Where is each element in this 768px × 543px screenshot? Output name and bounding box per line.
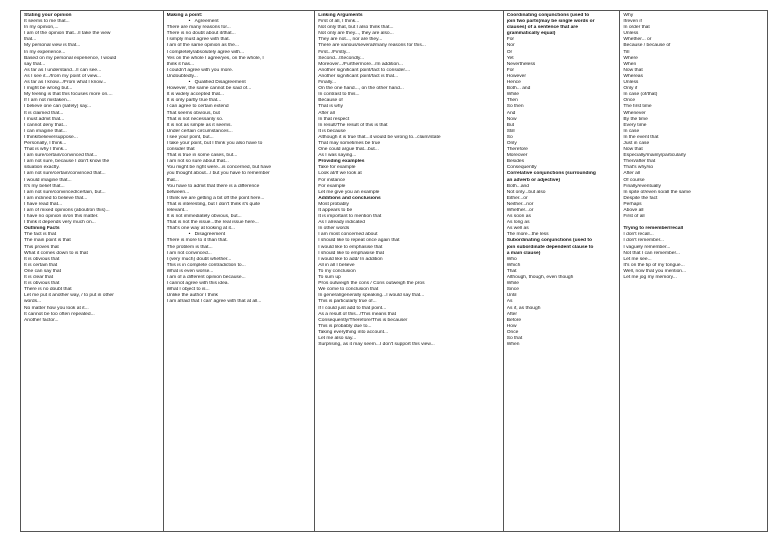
phrase-line: Consequently/Therefore/This is because/ [318,317,408,323]
phrase-line: Why [623,13,634,18]
phrase-line: That may sometimes be true [318,140,381,146]
phrase-line: In other words [318,226,350,232]
phrase-line: That is true in some cases, but... [166,153,238,159]
phrase-line: I am of a different opinion because... [166,275,246,281]
phrase-line: Let me see... [623,256,652,262]
section-heading: Correlative conjunctions (surrounding [506,171,596,177]
phrase-line: In contrast to this... [318,92,360,98]
phrase-line: It is because [318,128,346,134]
phrase-line: In my experience... [24,49,66,55]
bulleted-subheading: • Agreement [167,19,312,25]
phrase-line: By the time [623,116,648,122]
phrase-line: As if, as though [506,305,541,311]
phrase-line: That is interesting, but I don't think it's quite [166,201,261,207]
phrase-line: The more...the less [506,232,549,238]
phrase-line: In result/The result of this is that [318,122,388,128]
phrase-line: While [506,92,519,98]
phrase-line: That is not the issue...the real issue here... [166,220,259,226]
phrase-line: I think it depends very much on... [24,220,96,226]
phrase-line: As I see it.../from my point of view... [24,73,101,79]
phrase-line: Based on my personal experience, I would [24,55,117,61]
phrase-line: Not only that, but I also think that... [318,25,394,31]
phrase-line: Both...and [506,183,529,189]
phrase-line: It is claimed that... [24,110,64,116]
phrase-line: Surprising, as it may seem...I don't support this view... [318,342,435,348]
phrase-line: The fact is that [24,232,57,238]
phrase-line: But [506,122,515,128]
phrase-line: Both... and [506,86,531,92]
phrase-line: say that... [24,61,46,67]
phrase-line: This proves that [24,244,59,250]
phrase-line: This is probably due to... [318,323,372,329]
phrase-line: Nor [506,43,515,49]
phrase-line: I would like to add/ In addition [318,256,383,262]
phrase-line: You might be right were...is concerned, but have [166,165,272,171]
phrase-line: Which [506,262,521,268]
phrase-line: I take your point, but I think you also have to [166,140,263,146]
section-heading: a main clause) [506,250,541,256]
phrase-line: As long as [506,220,530,226]
phrase-line: that... [24,37,37,43]
phrase-line: Another factor... [24,317,59,323]
phrase-line: Then/after that [623,159,656,165]
phrase-line: However, the same cannot be said of... [166,86,252,92]
phrase-line: Neither...nor [506,201,534,207]
phrase-line: I am afraid that I can' agree with that at all... [166,299,262,305]
phrase-line: In case [623,128,640,134]
phrase-line: Look at/If we look at [318,171,362,177]
phrase-line: you thought about.../ but you have to remember [166,171,270,177]
phrase-line: For instance [318,177,346,183]
phrase-line: As I was saying... [318,153,357,159]
phrase-line: Finally/eventually [623,183,661,189]
phrase-line: Perhaps [623,201,642,207]
phrase-line: Because / because of [623,43,671,49]
bulleted-subheading: • Qualified Disagreement [167,80,312,86]
phrase-line: Let me also say... [318,335,357,341]
phrase-line: Not that I can remember... [623,250,680,256]
phrase-line: However [506,73,527,79]
phrase-line: Moreover [506,153,528,159]
phrase-line: It is not as simple as it seems. [166,122,232,128]
phrase-line: That [506,268,517,274]
phrase-line: In that respect [318,116,350,122]
phrase-line: Only if [623,86,638,92]
phrase-line: I am not convinced... [166,250,212,256]
phrase-line: Not only...but also [506,189,546,195]
section-heading: Trying to remember/recall [623,226,684,232]
phrase-line: Whereas [623,73,643,79]
section-heading: join subordinate dependent clause to [506,244,594,250]
phrase-line: I can agree to certain extend [166,104,229,110]
phrase-line: Then [506,98,518,104]
phrase-line: It seems to me that... [24,19,70,25]
section-heading: join two parts(may be single words or [506,19,595,25]
phrase-line: The problem is that... [166,244,213,250]
phrase-line: Another significant point/fact is that... [318,73,399,79]
section-heading: grammatically equal) [506,31,556,37]
phrase-line: consider that [166,147,195,153]
phrase-line: As soon as [506,214,531,220]
phrase-line: As far as I know.../From what I know... [24,80,107,86]
phrase-line: Besides [506,159,525,165]
phrase-line: On the one hand..., on the other hand... [318,86,404,92]
phrase-line: I might be wrong but... [24,86,73,92]
phrase-line: words... [24,299,42,305]
phrase-line: What it comes down to is that [24,250,88,256]
section-heading: Linking Arguments [318,13,363,18]
phrase-line: Not only are they..., they are also... [318,31,394,37]
phrase-line: It appears to be [318,208,353,213]
phrase-line: You have to admit that there is a difference [166,183,260,189]
phrase-line: Still [506,128,515,134]
phrase-line: Of course [623,177,645,183]
phrase-line: I am not sure, because I don't know the [24,159,110,165]
phrase-line: Every time [623,122,647,128]
section-heading: Subordinating conjunctions (used to [506,238,593,244]
phrase-line: There is no doubt that [24,287,72,293]
phrase-line: Just in case [623,140,650,146]
phrase-line: I should like to emphasise that [318,250,385,256]
phrase-line: Now that [623,67,643,73]
phrase-line: I cannot deny that... [24,122,67,128]
phrase-line: Unless [623,80,639,86]
phrase-line: As a result of this.../This means that [318,311,396,317]
phrase-line: No matter how you look at it... [24,305,89,311]
phrase-line: Finally... [318,80,337,86]
phrase-line: Whether...or [506,208,534,213]
phrase-line: I (very much) doubt whether... [166,256,232,262]
phrase-line: It is certain that [24,262,58,268]
phrase-line: Undoubtedly... [166,73,198,79]
phrase-line: I think we are getting a bit off the point here... [166,195,265,201]
phrase-line: If/even if [623,19,642,25]
phrase-line: It is widely accepted that... [166,92,224,98]
phrase-line: Where [623,55,638,61]
phrase-line: between... [166,189,190,195]
phrase-line: How [506,323,517,329]
phrase-line: We come to conclusion that [318,287,379,293]
phrase-line: Whether... or [623,37,652,43]
phrase-line: For [506,37,515,43]
phrase-line: Pros outweigh the cons / Cons outweigh the pros [318,281,425,287]
phrase-line: I am of the same opinion as the... [166,43,239,49]
section-heading: clauses) of a sentence that are [506,25,578,31]
phrase-line: Moreover.../Furthermore.../In addition... [318,61,404,67]
phrase-line: When [623,61,637,67]
phrase-line: Who [506,256,517,262]
phrase-line: situation exactly. [24,165,60,171]
phrase-line: It is obvious that [24,281,60,287]
phrase-line: There are many reasons for... [166,25,231,31]
phrase-line: In general/generally speaking...I would say that... [318,293,425,299]
phrase-line: In the event that [623,134,659,140]
phrase-line: There is no doubt about it/that... [166,31,236,37]
phrase-line: relevant... [166,208,189,213]
phrase-line: As [506,299,513,305]
column-opinion-facts [21,11,164,531]
phrase-line: They are not..., nor are they... [318,37,383,43]
phrase-line: I have read that... [24,201,63,207]
section-heading: Outlining Facts [24,226,60,232]
phrase-line: Now that [623,147,643,153]
phrase-line: Nevertheless [506,61,536,67]
column-making-a-point [164,11,316,531]
phrase-line: Second.../Secondly... [318,55,365,61]
phrase-line: First.../Firstly... [318,49,350,55]
phrase-line: think it has... [166,61,195,67]
phrase-line: It is not immediately obvious, but... [166,214,242,220]
phrase-line: First of all [623,214,645,220]
phrase-line: That's one way at looking at it... [166,226,235,232]
phrase-line: I see your point, but... [166,134,214,140]
phrase-line: For example [318,183,346,189]
phrase-line: That seems obvious, but [166,110,220,116]
phrase-line: I believe one can (safely) say... [24,104,92,110]
phrase-line: This is particularly true of... [318,299,377,305]
phrase-line: When [506,342,520,348]
phrase-line: Till [623,49,630,55]
phrase-line: I have no opinion in/on this matter. [24,214,99,220]
phrase-line: My feeling is that this focuses more on.... [24,92,113,98]
phrase-line: Once [623,98,636,104]
phrase-line: There is more to it than that. [166,238,228,244]
phrase-line: Before [506,317,522,323]
phrase-line: Hence [506,80,521,86]
phrase-line: All in all I believe [318,262,355,268]
phrase-line: So that [506,335,523,341]
phrase-line: One can say that [24,268,61,274]
phrase-line: That's why/so [623,165,654,171]
phrase-line: One could argue that...but... [318,147,379,153]
phrase-line: Consequently [506,165,537,171]
phrase-line: And [506,110,516,116]
phrase-line: Now [506,116,517,122]
phrase-line: I can imagine that... [24,128,67,134]
bulleted-subheading: • Disagreement [167,232,312,238]
phrase-line: I am sure/certain/convinced that... [24,153,98,159]
phrase-line: In spite of/even so/all the same [623,189,691,195]
phrase-line: Unlike the author I think [166,293,219,299]
phrase-line: To sum up [318,275,341,281]
section-heading: Stating your opinion [24,13,72,18]
phrase-line: I am not sure/convinced/certain, but... [24,189,106,195]
phrase-line: First of all, I think... [318,19,360,25]
phrase-line: In order that [623,25,650,31]
phrase-line: that... [166,177,179,183]
phrase-line: It is obvious that [24,256,60,262]
phrase-line: Yes on the whole I agree/yes, on the whole, I [166,55,264,61]
column-conjunctions [504,11,621,531]
phrase-line: Either...or [506,195,528,201]
section-heading: Making a point: [166,13,203,18]
phrase-line: As far as I understand.../I can see... [24,67,102,73]
phrase-line: As well as [506,226,529,232]
phrase-line: Or [506,49,513,55]
phrase-line: I simply must agree with that. [166,37,230,43]
phrase-line: I should like to repeat once again that [318,238,400,244]
section-heading: Providing examples [318,159,365,165]
phrase-line: I am inclined to believe that... [24,195,88,201]
phrase-line: I think/believe/suppose... [24,134,78,140]
phrase-line: Since [506,287,519,293]
phrase-line: After all [623,171,640,177]
phrase-line: That is why I think... [24,147,68,153]
phrase-line: I cannot agree with this idea. [166,281,229,287]
phrase-line: Once [506,329,519,335]
phrase-line: I am of mixed opinions (about/on this)... [24,208,110,213]
phrase-line: Taking everything into account... [318,329,389,335]
phrase-line: I am of the opinion that.../I take the view [24,31,111,37]
phrase-line: This is in complete contradiction to... [166,262,246,268]
phrase-line: Although it is true that...it would be wrong to...claim/state [318,134,441,140]
phrase-line: That is why [318,104,343,110]
phrase-line: While [506,281,519,287]
phrase-line: Because of [318,98,343,104]
phrase-line: If I could just add to that point... [318,305,387,311]
phrase-table [20,10,768,532]
phrase-line: I completely/absolutely agree with... [166,49,245,55]
phrase-line: The main point is that [24,238,71,244]
phrase-line: I am not so sure about that... [166,159,229,165]
phrase-line: I don't recall... [623,232,654,238]
phrase-line: It is important to mention that [318,214,382,220]
phrase-line: After [506,311,518,317]
section-heading: Additions and conclusions [318,195,381,201]
section-heading: an adverb or adjective) [506,177,560,183]
phrase-line: In case (of/that) [623,92,658,98]
phrase-line: What is even worse... [166,268,214,274]
phrase-line: What I object to is... [166,287,210,293]
phrase-line: Unless [623,31,639,37]
section-heading: Coordinating conjunctions (used to [506,13,590,18]
phrase-line: Take for example [318,165,356,171]
column-linking-arguments [315,11,503,531]
phrase-line: Let me put it another way, / to put in other [24,293,114,299]
phrase-line: Above all [623,208,644,213]
phrase-line: Another significant point/fact to consider.... [318,67,411,73]
phrase-line: It's on the tip of my tongue... [623,262,685,268]
phrase-line: As I already indicated [318,220,365,226]
phrase-line: Despite the fact [623,195,658,201]
phrase-line: My personal view is that... [24,43,81,49]
phrase-line: Whenever [623,110,646,116]
phrase-line: Personally, I think... [24,140,67,146]
phrase-line: For [506,67,515,73]
phrase-line: Yet [506,55,514,61]
phrase-line: I couldn't agree with you more. [166,67,234,73]
phrase-line: I would imagine that... [24,177,72,183]
phrase-line: So [506,134,513,140]
phrase-line: It's my belief that... [24,183,65,189]
phrase-line: The first time [623,104,652,110]
phrase-line: Most probably [318,201,349,207]
phrase-line: I am most concerned about [318,232,378,238]
phrase-line: Therefore [506,147,528,153]
phrase-line: I vaguely remember... [623,244,671,250]
phrase-line: If I am not mistaken... [24,98,71,104]
phrase-line: So then [506,104,524,110]
phrase-line: It is clear that [24,275,54,281]
phrase-line: Until [506,293,517,299]
phrase-line: After all [318,110,335,116]
phrase-line: I am not sure/certain/convinced that... [24,171,106,177]
phrase-line: That is not necessarily so. [166,116,224,122]
phrase-line: It is only partly true that... [166,98,222,104]
column-connectors-recall [620,11,767,531]
phrase-line: Especially/mainly/particularly [623,153,686,159]
phrase-line: Under certain circumstances... [166,128,233,134]
phrase-line: Although, though, even though [506,275,574,281]
phrase-line: I don't remember... [623,238,665,244]
phrase-line: In my opinion,... [24,25,59,31]
phrase-line: Let me jog my memory... [623,275,677,281]
phrase-line: Well, now that you mention... [623,268,687,274]
phrase-line: Only [506,140,517,146]
phrase-line: There are various/several/many reasons for this... [318,43,426,49]
phrase-line: To my conclusion [318,268,356,274]
phrase-line: It cannot be too often repeated... [24,311,95,317]
phrase-line: I must admit that... [24,116,65,122]
phrase-line: Let me give you an example [318,189,380,195]
phrase-line: I would like to emphasise that [318,244,383,250]
